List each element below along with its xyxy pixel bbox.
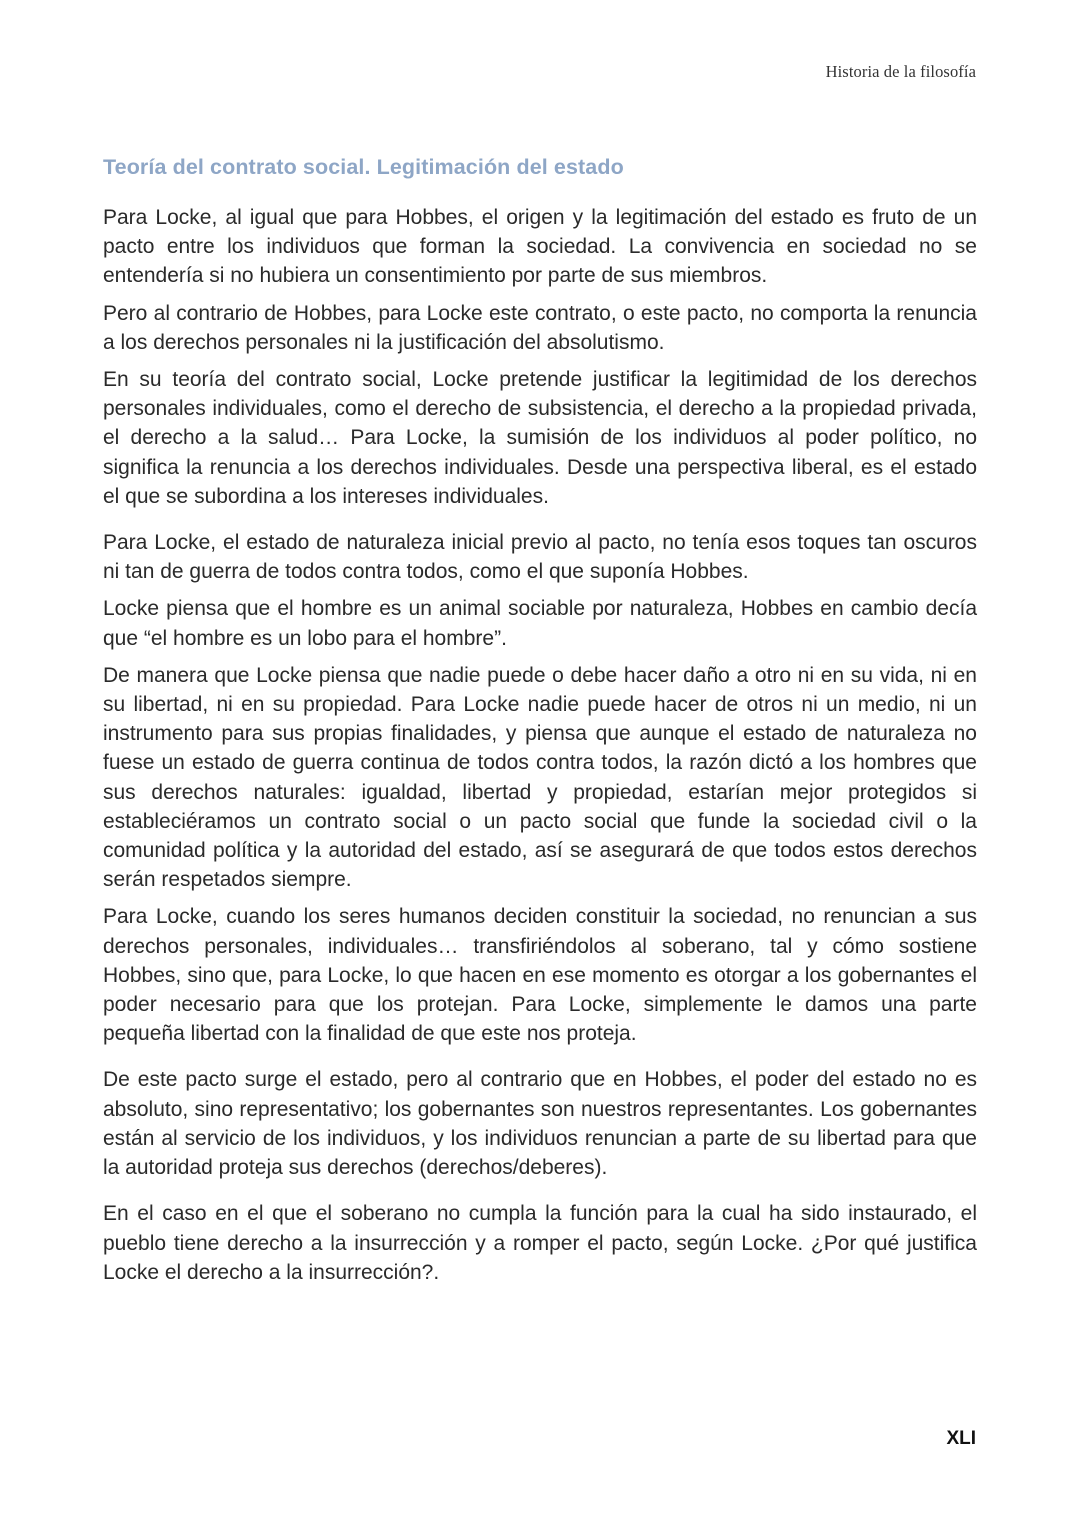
paragraph: En su teoría del contrato social, Locke pretende justificar la legitimidad de los derechos personales individuales, como el derecho de subsistencia, el derecho a la propiedad privada, el derecho a la salud… Para Locke, la sumisión de los individuos al poder político, no significa la renuncia a los derechos individuales. Desde una perspectiva liberal, es el estado el que se subordina a los intereses individuales. [103, 368, 977, 508]
paragraph: En el caso en el que el soberano no cumpla la función para la cual ha sido instaurado, el pueblo tiene derecho a la insurrección y a romper el pacto, según Locke. ¿Por qué justifica Locke el derecho a la insurrección?. [103, 1202, 977, 1284]
paragraph: De este pacto surge el estado, pero al contrario que en Hobbes, el poder del estado no es absoluto, sino representativo; los gobernantes son nuestros representantes. Los gobernantes están al servicio de los individuos, y los individuos renuncian a parte de su libertad para que la autoridad proteja sus derechos (derechos/deberes). [103, 1068, 977, 1180]
section-title: Teoría del contrato social. Legitimación del estado [103, 155, 624, 179]
paragraph: Locke piensa que el hombre es un animal sociable por naturaleza, Hobbes en cambio decía que “el hombre es un lobo para el hombre”. [103, 597, 977, 650]
paragraph: De manera que Locke piensa que nadie puede o debe hacer daño a otro ni en su vida, ni en su libertad, ni en su propiedad. Para Locke nadie puede hacer de otros ni un medio, ni un instrumento para sus propias finalidades, y piensa que aunque el estado de naturaleza no fuese un estado de guerra continua de todos contra todos, la razón dictó a los hombres que sus derechos naturales: igualdad, libertad y propiedad, estarían mejor protegidos si estableciéramos un contrato social o un pacto social que funde la sociedad civil o la comunidad política y la autoridad del estado, así se asegurará de que todos estos derechos serán respetados siempre. [103, 663, 977, 892]
paragraph: Pero al contrario de Hobbes, para Locke este contrato, o este pacto, no comporta la renuncia a los derechos personales ni la justificación del absolutismo. [103, 301, 977, 354]
running-header: Historia de la filosofía [825, 62, 976, 81]
paragraph: Para Locke, cuando los seres humanos deciden constituir la sociedad, no renuncian a sus derechos personales, individuales… transfiriéndolos al soberano, tal y cómo sostiene Hobbes, sino que, para Locke, lo que hacen en ese momento es otorgar a los gobernantes el poder necesario para que los protejan. Para Locke, simplemente le damos una parte pequeña libertad con la finalidad de que este nos proteja. [103, 905, 977, 1046]
paragraph: Para Locke, el estado de naturaleza inicial previo al pacto, no tenía esos toques tan oscuros ni tan de guerra de todos contra todos, como el que suponía Hobbes. [103, 531, 977, 584]
body-text [103, 203, 977, 1295]
paragraph: Para Locke, al igual que para Hobbes, el origen y la legitimación del estado es fruto de un pacto entre los individuos que forman la sociedad. La convivencia en sociedad no se entendería si no hubiera un consentimiento por parte de sus miembros. [103, 206, 977, 288]
page-number: XLI [946, 1428, 976, 1449]
